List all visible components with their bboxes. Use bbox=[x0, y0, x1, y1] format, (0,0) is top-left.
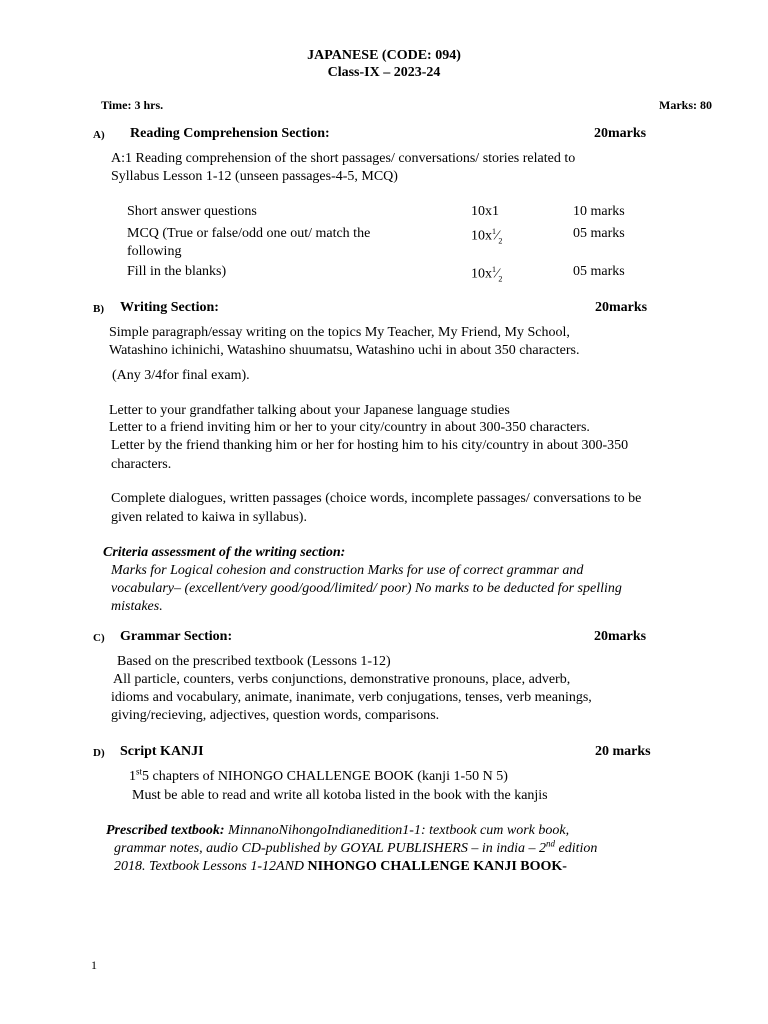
section-b-letter-1: Letter to your grandfather talking about your Japanese language studies bbox=[109, 403, 510, 418]
section-c-title: Grammar Section: bbox=[120, 629, 233, 644]
section-c-line4: giving/recieving, adjectives, question words, comparisons. bbox=[111, 708, 440, 723]
section-c-line1: Based on the prescribed textbook (Lessons 1-12) bbox=[117, 654, 391, 669]
section-c-letter: C) bbox=[93, 632, 105, 644]
prescribed-line1: Prescribed textbook: MinnanoNihongoIndianedition1-1: textbook cum work book, bbox=[106, 823, 570, 838]
section-d-title: Script KANJI bbox=[120, 744, 204, 759]
section-c-line3: idioms and vocabulary, animate, inanimate, verb conjugations, tenses, verb meanings, bbox=[111, 690, 592, 705]
prescribed-line2: grammar notes, audio CD-published by GOYAL PUBLISHERS – in india – 2nd edition bbox=[114, 838, 598, 856]
table-item-2: MCQ (True or false/odd one out/ match the bbox=[127, 226, 371, 241]
section-b-p1-line2: Watashino ichinichi, Watashino shuumatsu, Watashino uchi in about 350 characters. bbox=[109, 343, 580, 358]
section-b-marks: 20marks bbox=[595, 300, 648, 315]
table-marks-3: 05 marks bbox=[573, 264, 625, 279]
table-item-2-cont: following bbox=[127, 244, 182, 259]
section-c-marks: 20marks bbox=[594, 629, 647, 644]
section-a-letter: A) bbox=[93, 129, 105, 141]
criteria-line2: vocabulary– (excellent/very good/good/limited/ poor) No marks to be deducted for spelling bbox=[111, 581, 622, 596]
document-title: JAPANESE (CODE: 094) bbox=[307, 48, 461, 63]
section-d-line1: 1st5 chapters of NIHONGO CHALLENGE BOOK (kanji 1-50 N 5) bbox=[129, 766, 508, 784]
section-b-letter: B) bbox=[93, 303, 104, 315]
section-b-p2: (Any 3/4for final exam). bbox=[112, 368, 250, 383]
section-a-marks: 20marks bbox=[594, 126, 647, 141]
table-qty-3: $10x^1⁄_2$ bbox=[471, 265, 503, 284]
section-b-p3-line1: Complete dialogues, written passages (choice words, incomplete passages/ conversations to be bbox=[111, 491, 642, 506]
section-d-letter: D) bbox=[93, 747, 105, 759]
time-label: Time: 3 hrs. bbox=[101, 98, 164, 112]
section-d-line2: Must be able to read and write all kotoba listed in the book with the kanjis bbox=[132, 788, 548, 803]
criteria-line1: Marks for Logical cohesion and construction Marks for use of correct grammar and bbox=[111, 563, 584, 578]
section-b-p3-line2: given related to kaiwa in syllabus). bbox=[111, 510, 307, 525]
section-b-title: Writing Section: bbox=[120, 300, 219, 315]
section-a-title: Reading Comprehension Section: bbox=[130, 126, 330, 141]
section-b-letter-3a: Letter by the friend thanking him or her for hosting him to his city/country in about 300-350 bbox=[111, 438, 629, 453]
marks-label: Marks: 80 bbox=[659, 98, 712, 112]
document-subtitle: Class-IX – 2023-24 bbox=[327, 65, 441, 80]
table-marks-1: 10 marks bbox=[573, 204, 625, 219]
section-b-p1-line1: Simple paragraph/essay writing on the topics My Teacher, My Friend, My School, bbox=[109, 325, 570, 340]
table-qty-1: 10x1 bbox=[471, 204, 499, 219]
section-d-marks: 20 marks bbox=[595, 744, 651, 759]
criteria-title: Criteria assessment of the writing section: bbox=[103, 545, 346, 560]
table-item-1: Short answer questions bbox=[127, 204, 257, 219]
section-b-letter-2: Letter to a friend inviting him or her to your city/country in about 300-350 characters. bbox=[109, 420, 590, 435]
section-c-line2: All particle, counters, verbs conjunctions, demonstrative pronouns, place, adverb, bbox=[113, 672, 571, 687]
table-item-3: Fill in the blanks) bbox=[127, 264, 227, 279]
criteria-line3: mistakes. bbox=[111, 599, 163, 614]
prescribed-line3: 2018. Textbook Lessons 1-12AND NIHONGO CHALLENGE KANJI BOOK- bbox=[114, 859, 567, 874]
section-a-desc-line1: A:1 Reading comprehension of the short passages/ conversations/ stories related to bbox=[111, 151, 576, 166]
section-a-desc-line2: Syllabus Lesson 1-12 (unseen passages-4-5, MCQ) bbox=[111, 169, 398, 184]
section-b-letter-3b: characters. bbox=[111, 457, 172, 472]
page-number: 1 bbox=[91, 958, 97, 972]
table-qty-2: $10x^1⁄_2$ bbox=[471, 227, 503, 246]
table-marks-2: 05 marks bbox=[573, 226, 625, 241]
